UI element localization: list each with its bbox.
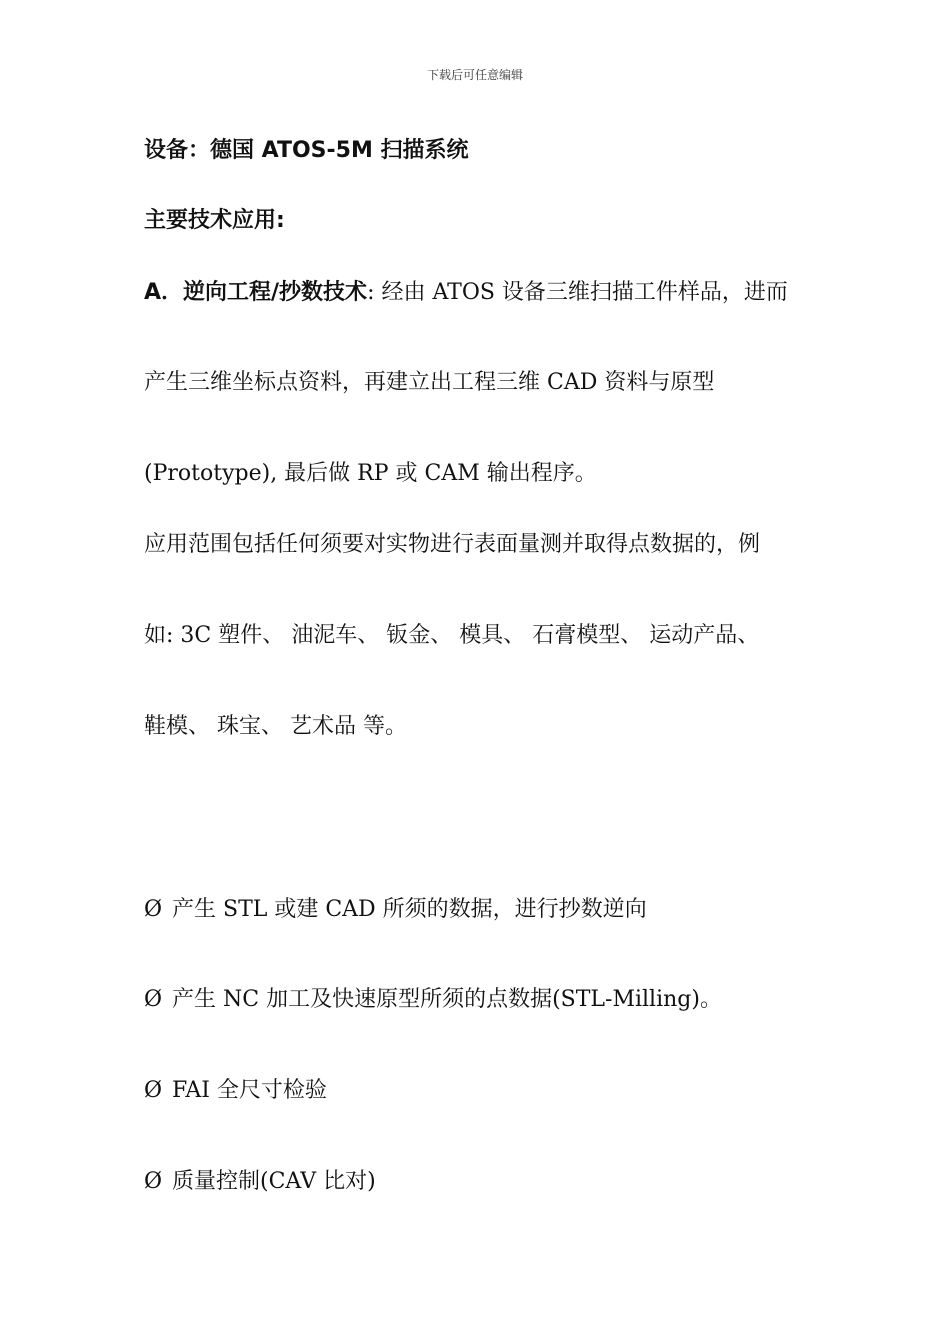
bullet-item <box>144 1076 327 1106</box>
paragraph-a-label: A．逆向工程/抄数技术 <box>144 280 368 305</box>
section-heading: 主要技术应用: <box>144 208 285 233</box>
bullet-icon: Ø <box>144 1078 163 1103</box>
scope-line-3: 鞋模、 珠宝、 艺术品 等。 <box>144 714 407 739</box>
paragraph-a-line-2: 产生三维坐标点资料，再建立出工程三维 CAD 资料与原型 <box>144 370 715 395</box>
paragraph-a-line-3: (Prototype), 最后做 RP 或 CAM 输出程序。 <box>144 461 597 486</box>
page-header: 下载后可任意编辑 <box>426 68 523 82</box>
bullet-item <box>144 1167 376 1197</box>
paragraph-a-line-1 <box>144 278 788 308</box>
document-title: 设备：德国 ATOS-5M 扫描系统 <box>144 138 469 163</box>
bullet-icon: Ø <box>144 987 163 1012</box>
bullet-text: 质量控制(CAV 比对) <box>172 1169 376 1194</box>
scope-line-1: 应用范围包括任何须要对实物进行表面量测并取得点数据的，例 <box>144 532 761 557</box>
bullet-icon: Ø <box>144 897 163 922</box>
bullet-icon: Ø <box>144 1169 163 1194</box>
bullet-text: 产生 STL 或建 CAD 所须的数据，进行抄数逆向 <box>172 897 647 922</box>
bullet-item <box>144 895 647 925</box>
bullet-text: 产生 NC 加工及快速原型所须的点数据(STL-Milling)。 <box>172 987 722 1012</box>
scope-line-2: 如: 3C 塑件、 油泥车、 钣金、 模具、 石膏模型、 运动产品、 <box>144 623 760 648</box>
bullet-text: FAI 全尺寸检验 <box>172 1078 327 1103</box>
bullet-item <box>144 985 722 1015</box>
paragraph-a-line-1-text: : 经由 ATOS 设备三维扫描工件样品，进而 <box>367 280 788 305</box>
